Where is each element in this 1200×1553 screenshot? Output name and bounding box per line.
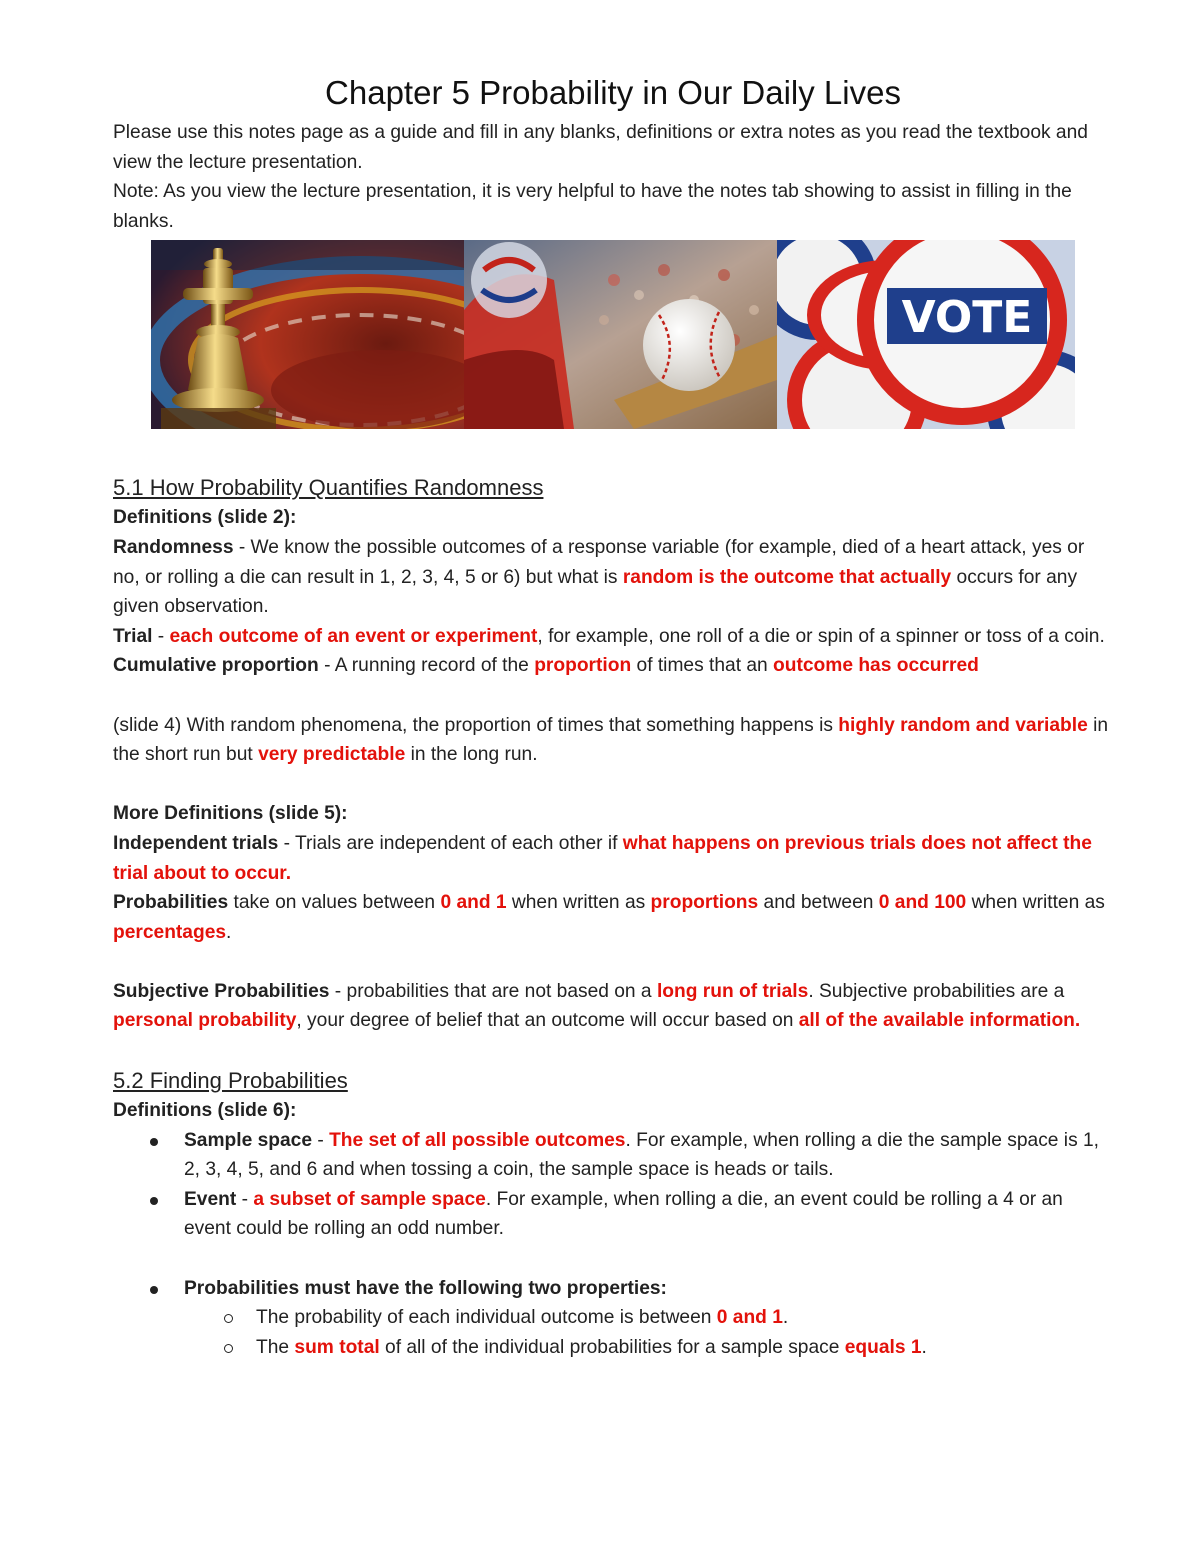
def-sample-space: Sample space - The set of all possible outcomes. For example, when rolling a die the sample space is 1, 2, 3, 4, 5, and 6 and when tossing a coin, the sample space is heads or tails. (184, 1126, 1113, 1185)
def-cumulative-proportion: Cumulative proportion - A running record of the proportion of times that an outcome has occurred (113, 655, 979, 677)
term-sample-space: Sample space (184, 1129, 312, 1151)
slide4-note: (slide 4) With random phenomena, the proportion of times that something happens is highly random and variable in the short run but very predictable in the long run. (113, 714, 1109, 766)
term-trial: Trial (113, 625, 153, 647)
def-subjective-probabilities: Subjective Probabilities - probabilities that are not based on a long run of trials. Subjective probabilities are a personal probability, your degree of belief that an outcome will occur based on all of the available information. (113, 980, 1081, 1032)
term-probabilities: Probabilities (113, 892, 229, 914)
answer-randomness: random is the outcome that actually (622, 566, 952, 588)
property-sum: The sum total of all of the individual probabilities for a sample space equals 1. (256, 1333, 1113, 1363)
definitions-slide6-heading: Definitions (slide 6): (113, 1100, 297, 1122)
def-trial: Trial - each outcome of an event or experiment, for example, one roll of a die or spin of a spinner or toss of a coin. (113, 625, 1105, 647)
definitions-slide5-heading: More Definitions (slide 5): (113, 803, 348, 825)
intro-note: Note: As you view the lecture presentation, it is very helpful to have the notes tab showing to assist in filling in the blanks. (113, 181, 1072, 232)
term-subjective-probabilities: Subjective Probabilities (113, 980, 330, 1002)
notes-page (113, 70, 1113, 1362)
properties-sublist (184, 1303, 1113, 1362)
definitions-slide2-heading: Definitions (slide 2): (113, 507, 297, 529)
def-independent-trials: Independent trials - Trials are independent of each other if what happens on previous trials does not affect the trial about to occur. (113, 832, 1092, 884)
property-range: The probability of each individual outcome is between 0 and 1. (256, 1303, 1113, 1333)
answer-trial: each outcome of an event or experiment (169, 625, 538, 647)
term-randomness: Randomness (113, 536, 234, 558)
def-event: Event - a subset of sample space. For example, when rolling a die, an event could be rolling a 4 or an event could be rolling an odd number. (184, 1185, 1113, 1244)
definitions-list (113, 1126, 1113, 1244)
def-probabilities: Probabilities take on values between 0 and 1 when written as proportions and between 0 and 100 when written as percentages. (113, 892, 1105, 943)
term-cumulative-proportion: Cumulative proportion (113, 655, 319, 677)
properties-list (113, 1274, 1113, 1363)
section-5-1-heading: 5.1 How Probability Quantifies Randomness (113, 475, 544, 501)
section-5-2-heading: 5.2 Finding Probabilities (113, 1068, 348, 1094)
def-randomness: Randomness - We know the possible outcomes of a response variable (for example, died of a heart attack, yes or no, or rolling a die can result in 1, 2, 3, 4, 5 or 6) but what is random is the outcome that actually occurs for any given observation. (113, 536, 1085, 618)
banner-spacer (113, 236, 1113, 473)
page-title: Chapter 5 Probability in Our Daily Lives (325, 74, 901, 111)
intro-instructions: Please use this notes page as a guide and fill in any blanks, definitions or extra notes as you read the textbook and view the lecture presentation. (113, 122, 1088, 173)
term-independent-trials: Independent trials (113, 832, 279, 854)
vote-text: VOTE (901, 292, 1033, 343)
term-event: Event (184, 1188, 237, 1210)
properties-heading: Probabilities must have the following two properties: The probability of each individual outcome is between 0 and 1. The sum total of all of the individual probabilities for a sample space equals 1. (184, 1274, 1113, 1363)
